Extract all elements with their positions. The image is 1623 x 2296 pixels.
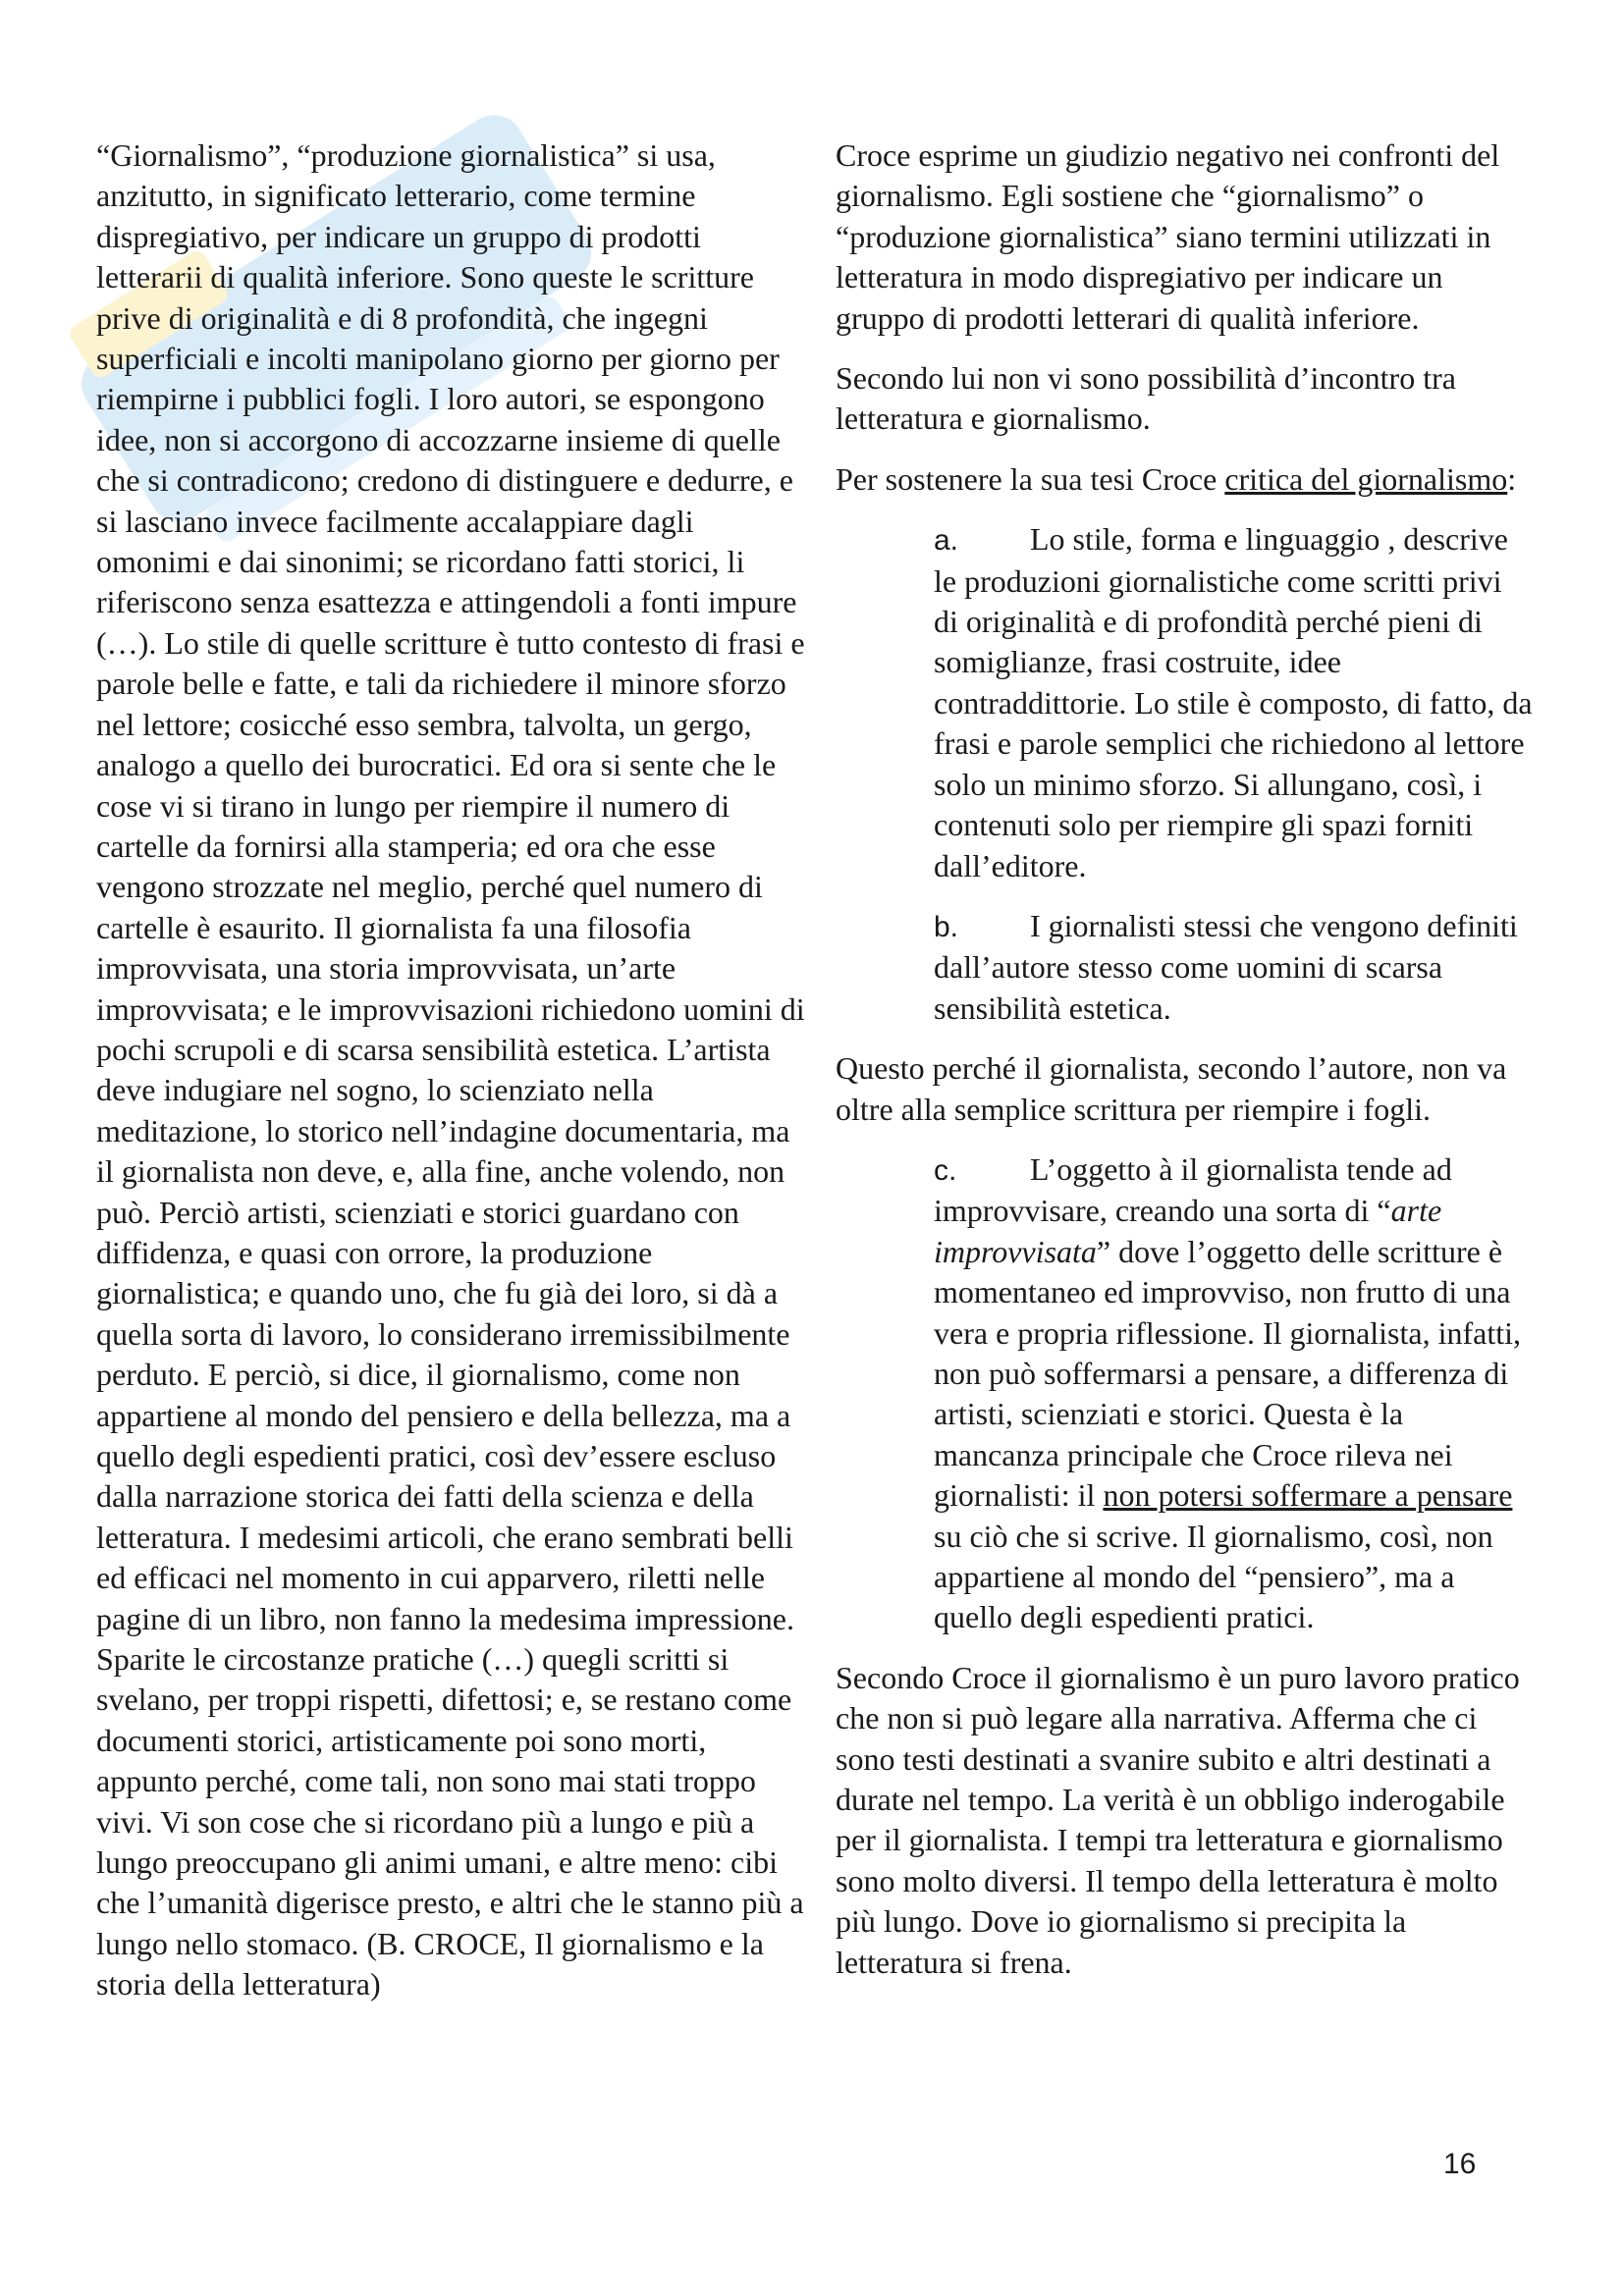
list-item-c bbox=[934, 1149, 1533, 1638]
thesis-underlined: critica del giornalismo bbox=[1224, 460, 1508, 497]
list-text-c-3: su ciò che si scrive. Il giornalismo, così, non appartiene al mondo del “pensiero”, ma a quello degli espedienti pratici. bbox=[934, 1518, 1493, 1635]
list-text-c-underlined: non potersi soffermare a pensare bbox=[1103, 1477, 1513, 1514]
croce-quotation: “Giornalismo”, “produzione giornalistica” si usa, anzitutto, in significato letterario, come termine dispregiativo, per indicare un gruppo di prodotti letterarii di qualità inferiore. Sono queste le scritture prive di originalità e di 8 profondità, che ingegni superficiali e incolti manipolano giorno per giorno per riempirne i pubblici fogli. I loro autori, se espongono idee, non si accorgono di accozzarne insieme di quelle che si contradicono; credono di distinguere e dedurre, e si lasciano invece facilmente accalappiare dagli omonimi e dai sinonimi; se ricordano fatti storici, li riferiscono senza esattezza e attingendoli a fonti impure (…). Lo stile di quelle scritture è tutto contesto di frasi e parole belle e fatte, e tali da richiedere il minore sforzo nel lettore; cosicché esso sembra, talvolta, un gergo, analogo a quello dei burocratici. Ed ora si sente che le cose vi si tirano in lungo per riempire il numero di cartelle da fornirsi alla stamperia; ed ora che esse vengono strozzate nel meglio, perché quel numero di cartelle è esaurito. Il giornalista fa una filosofia improvvisata, una storia improvvisata, un’arte improvvisata; e le improvvisazioni richiedono uomini di pochi scrupoli e di scarsa sensibilità estetica. L’artista deve indugiare nel sogno, lo scienziato nella meditazione, lo storico nell’indagine documentaria, ma il giornalista non deve, e, alla fine, anche volendo, non può. Perciò artisti, scienziati e storici guardano con diffidenza, e quasi con orrore, la produzione giornalistica; e quando uno, che fu già dei loro, si dà a quella sorta di lavoro, lo considerano irremissibilmente perduto. E perciò, si dice, il giornalismo, come non appartiene al mondo del pensiero e della bellezza, ma a quello degli espedienti pratici, così dev’essere escluso dalla narrazione storica dei fatti della scienza e della letteratura. I medesimi articoli, che erano sembrati belli ed efficaci nel momento in cui apparvero, riletti nelle pagine di un libro, non fanno la medesima impressione. Sparite le circostanze pratiche (…) quegli scritti si svelano, per troppi rispetti, difettosi; e, se restano come documenti storici, artisticamente poi sono morti, appunto perché, come tali, non sono mai stati troppo vivi. Vi son cose che si ricordano più a lungo e più a lungo preoccupano gli animi umani, e altre meno: cibi che l’umanità digerisce presto, e altri che le stanno più a lungo nello stomaco. (B. CROCE, Il giornalismo e la storia della letteratura) bbox=[96, 137, 805, 2002]
left-column bbox=[96, 135, 811, 2005]
list-marker-b: b. bbox=[934, 910, 959, 943]
paragraph-intro: Croce esprime un giudizio negativo nei confronti del giornalismo. Egli sostiene che “giornalismo” o “produzione giornalistica” siano termini utilizzati in letteratura in modo dispregiativo per indicare un gruppo di prodotti letterari di qualità inferiore. bbox=[836, 137, 1500, 336]
paragraph-no-meeting: Secondo lui non vi sono possibilità d’incontro tra letteratura e giornalismo. bbox=[836, 360, 1456, 437]
list-text-c-italic: arte improvvisata bbox=[934, 1193, 1442, 1269]
thesis-colon: : bbox=[1507, 460, 1517, 497]
list-item-b bbox=[934, 906, 1533, 1029]
list-marker-c: c. bbox=[934, 1153, 957, 1187]
thesis-text: Per sostenere la sua tesi Croce bbox=[836, 460, 1225, 497]
paragraph-explanation: Questo perché il giornalista, secondo l’autore, non va oltre alla semplice scrittura per riempire i fogli. bbox=[836, 1050, 1507, 1127]
list-text-c-2: ” dove l’oggetto delle scritture è momentaneo ed improvviso, non frutto di una vera e propria riflessione. Il giornalista, infatti, non può soffermarsi a pensare, a differenza di artisti, scienziati e storici. Questa è la mancanza principale che Croce rileva nei giornalisti: il bbox=[934, 1233, 1522, 1514]
list-item-a bbox=[934, 519, 1533, 886]
list-text-c-1: L’oggetto à il giornalista tende ad improvvisare, creando una sorta di “ bbox=[934, 1150, 1452, 1229]
paragraph-conclusion: Secondo Croce il giornalismo è un puro lavoro pratico che non si può legare alla narrativa. Afferma che ci sono testi destinati a svanire subito e altri destinati a durate nel tempo. La verità è un obbligo inderogabile per il giornalista. I tempi tra letteratura e giornalismo sono molto diversi. Il tempo della letteratura è molto più lungo. Dove io giornalismo si precipita la letteratura si frena. bbox=[836, 1659, 1520, 1980]
right-column bbox=[836, 135, 1533, 2002]
list-text-b: I giornalisti stessi che vengono definiti dall’autore stesso come uomini di scarsa sensibilità estetica. bbox=[934, 907, 1518, 1026]
page-number: 16 bbox=[1443, 2148, 1477, 2180]
paragraph-thesis bbox=[836, 459, 1533, 500]
list-marker-a: a. bbox=[934, 524, 959, 558]
list-text-a: Lo stile, forma e linguaggio , descrive le produzioni giornalistiche come scritti privi di originalità e di profondità perché pieni di somiglianze, frasi costruite, idee contraddittorie. Lo stile è composto, di fatto, da frasi e parole semplici che richiedono al lettore solo un minimo sforzo. Si allungano, così, i contenuti solo per riempire gli spazi forniti dall’editore. bbox=[934, 521, 1533, 883]
